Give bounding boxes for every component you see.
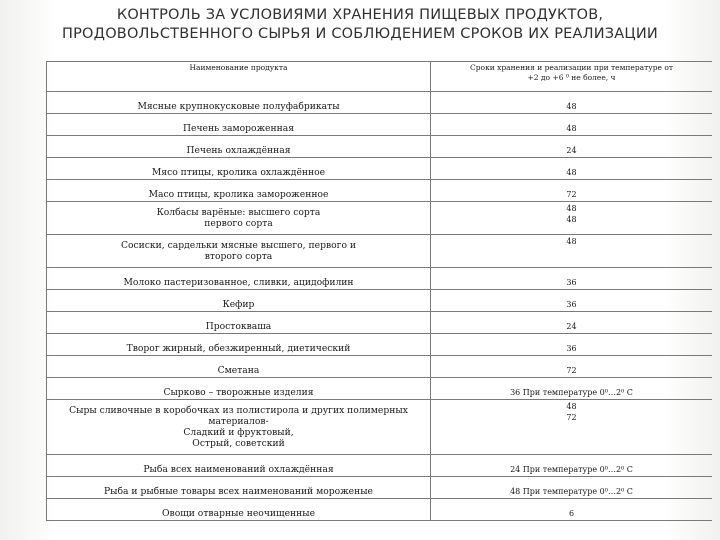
product-name-cell xyxy=(47,477,431,499)
shelf-life-cell xyxy=(431,455,713,477)
product-name-cell xyxy=(47,378,431,400)
product-name-line: Сыры сливочные в коробочках из полистирола и других полимерных xyxy=(69,405,408,416)
product-name-line: Молоко пастеризованное, сливки, ацидофилин xyxy=(123,277,354,288)
table-row xyxy=(47,290,713,312)
shelf-life-cell xyxy=(431,158,713,180)
shelf-life-value: 36 xyxy=(566,278,577,287)
shelf-life-cell xyxy=(431,334,713,356)
slide-title xyxy=(0,6,720,44)
shelf-life-value: 48 xyxy=(566,204,577,213)
table-header-row xyxy=(47,62,713,92)
product-name-cell xyxy=(47,455,431,477)
shelf-life-cell xyxy=(431,268,713,290)
shelf-life-table xyxy=(46,61,712,521)
shelf-life-cell xyxy=(431,290,713,312)
product-name-line: Печень охлаждённая xyxy=(186,145,291,156)
shelf-life-value: 24 xyxy=(566,322,577,331)
table-row xyxy=(47,92,713,114)
title-line-2: ПРОДОВОЛЬСТВЕННОГО СЫРЬЯ И СОБЛЮДЕНИЕМ СРОКОВ ИХ РЕАЛИЗАЦИИ xyxy=(62,26,658,42)
shelf-life-value: 48 xyxy=(566,215,577,224)
shelf-life-cell xyxy=(431,378,713,400)
table-row xyxy=(47,158,713,180)
header-product-label: Наименование продукта xyxy=(189,63,288,72)
product-name-cell xyxy=(47,114,431,136)
shelf-life-cell xyxy=(431,235,713,268)
header-shelf-life xyxy=(431,62,713,92)
table-row xyxy=(47,312,713,334)
shelf-life-value: 48 xyxy=(566,237,577,246)
table-row xyxy=(47,356,713,378)
table-row xyxy=(47,455,713,477)
table-body xyxy=(47,92,713,521)
shelf-life-cell xyxy=(431,136,713,158)
shelf-life-value: 6 xyxy=(568,509,575,518)
product-name-line: Рыба и рыбные товары всех наименований мороженые xyxy=(104,486,373,497)
header-product xyxy=(47,62,431,92)
shelf-life-value: 36 xyxy=(566,300,577,309)
header-shelf-life-line-1: Сроки хранения и реализации при температуре от xyxy=(470,63,673,72)
table-row xyxy=(47,400,713,455)
table-row xyxy=(47,334,713,356)
shelf-life-cell xyxy=(431,400,713,455)
table-row xyxy=(47,268,713,290)
shelf-life-cell xyxy=(431,92,713,114)
shelf-life-value: 48 xyxy=(566,168,577,177)
product-name-line: второго сорта xyxy=(204,251,273,262)
shelf-life-cell xyxy=(431,114,713,136)
product-name-cell xyxy=(47,92,431,114)
product-name-line: материалов- xyxy=(208,416,269,427)
title-line-1: КОНТРОЛЬ ЗА УСЛОВИЯМИ ХРАНЕНИЯ ПИЩЕВЫХ ПРОДУКТОВ, xyxy=(116,7,604,23)
shelf-life-cell xyxy=(431,477,713,499)
table-row xyxy=(47,180,713,202)
header-shelf-life-line-2: +2 до +6 ⁰ не более, ч xyxy=(527,73,616,82)
shelf-life-cell xyxy=(431,180,713,202)
product-name-cell xyxy=(47,499,431,521)
table-row xyxy=(47,202,713,235)
shelf-life-value: 48 xyxy=(566,102,577,111)
shelf-life-value: 24 xyxy=(566,146,577,155)
product-name-cell xyxy=(47,312,431,334)
product-name-line: Печень замороженная xyxy=(183,123,294,134)
table-row xyxy=(47,235,713,268)
product-name-line: Мясные крупнокусковые полуфабрикаты xyxy=(137,101,340,112)
shelf-life-cell xyxy=(431,312,713,334)
shelf-life-value: 48 При температуре 0⁰…2⁰ С xyxy=(510,487,633,496)
product-name-line: первого сорта xyxy=(204,218,273,229)
product-name-line: Кефир xyxy=(222,299,255,310)
shelf-life-cell xyxy=(431,499,713,521)
product-name-cell xyxy=(47,136,431,158)
shelf-life-value: 72 xyxy=(566,413,577,422)
product-name-line: Масо птицы, кролика замороженное xyxy=(148,189,329,200)
shelf-life-value: 36 При температуре 0⁰…2⁰ С xyxy=(510,388,633,397)
table-row xyxy=(47,378,713,400)
product-name-cell xyxy=(47,180,431,202)
shelf-life-cell xyxy=(431,356,713,378)
product-name-cell xyxy=(47,290,431,312)
product-name-line: Овощи отварные неочищенные xyxy=(161,508,316,519)
shelf-life-value: 72 xyxy=(566,366,577,375)
product-name-line: Острый, советский xyxy=(192,438,285,449)
product-name-line: Колбасы варёные: высшего сорта xyxy=(156,207,321,218)
product-name-line: Сырково – творожные изделия xyxy=(163,387,314,398)
product-name-line: Мясо птицы, кролика охлаждённое xyxy=(151,167,326,178)
table-row xyxy=(47,499,713,521)
product-name-cell xyxy=(47,158,431,180)
shelf-life-value: 36 xyxy=(566,344,577,353)
product-name-cell xyxy=(47,268,431,290)
product-name-cell xyxy=(47,400,431,455)
shelf-life-table-container xyxy=(46,61,712,531)
shelf-life-value: 48 xyxy=(566,402,577,411)
table-row xyxy=(47,477,713,499)
product-name-line: Простокваша xyxy=(205,321,272,332)
product-name-line: Сосиски, сардельки мясные высшего, первого и xyxy=(120,240,357,251)
table-row xyxy=(47,136,713,158)
table-row xyxy=(47,114,713,136)
product-name-line: Рыба всех наименований охлаждённая xyxy=(143,464,334,475)
product-name-cell xyxy=(47,202,431,235)
shelf-life-cell xyxy=(431,202,713,235)
product-name-line: Сметана xyxy=(217,365,260,376)
product-name-cell xyxy=(47,235,431,268)
shelf-life-value: 48 xyxy=(566,124,577,133)
shelf-life-value: 24 При температуре 0⁰…2⁰ С xyxy=(510,465,633,474)
shelf-life-value: 72 xyxy=(566,190,577,199)
product-name-cell xyxy=(47,334,431,356)
product-name-line: Творог жирный, обезжиренный, диетический xyxy=(126,343,351,354)
product-name-line: Сладкий и фруктовый, xyxy=(183,427,294,438)
product-name-cell xyxy=(47,356,431,378)
